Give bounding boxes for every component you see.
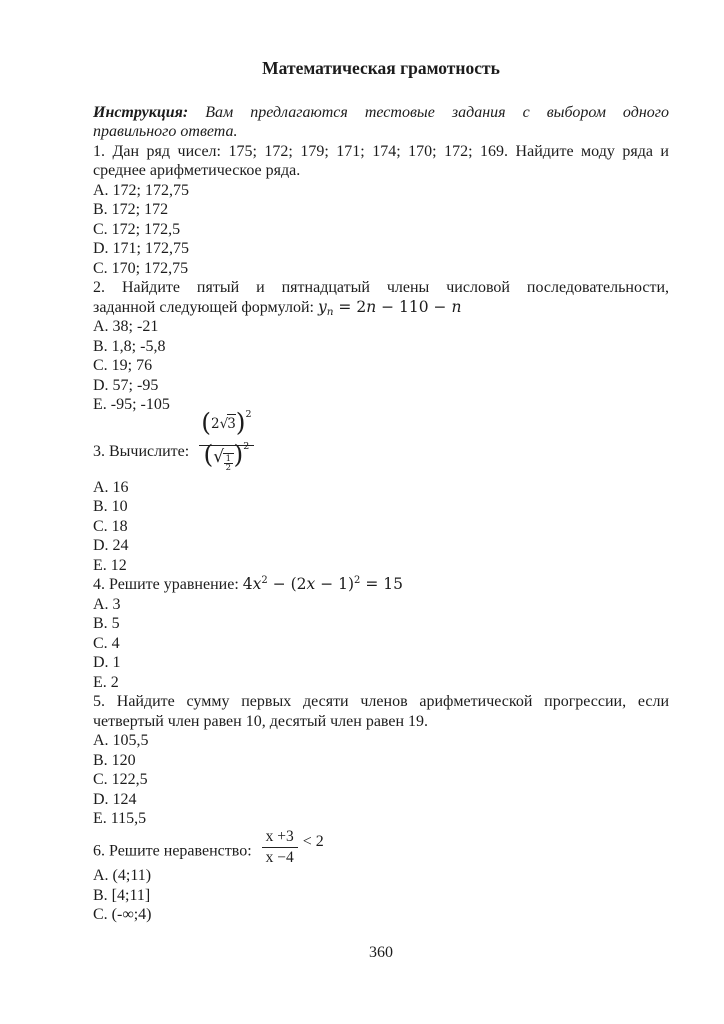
question-5-option-b: B. 120 — [93, 751, 136, 769]
question-4 — [93, 575, 669, 692]
q4-formula-exp2: 2 — [354, 575, 361, 586]
q4-formula — [243, 575, 403, 593]
question-2-option-a: A. 38; -21 — [93, 318, 159, 335]
question-2-stem-line-1: 2. Найдите пятый и пятнадцатый члены числовой последовательности, — [93, 279, 669, 296]
question-1-option-d: D. 171; 172,75 — [93, 240, 189, 257]
q3-formula-denominator — [199, 439, 253, 478]
question-4-option-b: B. 5 — [93, 615, 120, 632]
question-3-stem-line — [93, 407, 669, 478]
q2-formula-variable: y — [317, 297, 327, 316]
q4-formula-x1: x — [252, 575, 262, 593]
q3-num-sqrt-icon: √ — [219, 415, 228, 432]
question-5 — [93, 692, 669, 829]
q4-formula-coeff: 4 — [242, 575, 253, 593]
question-1 — [93, 142, 669, 279]
question-3 — [93, 407, 669, 576]
question-5-option-e: E. 115,5 — [93, 810, 147, 827]
q3-num-coefficient: 2 — [210, 415, 220, 432]
question-3-option-e: E. 12 — [93, 556, 127, 574]
q4-formula-result: = 15 — [360, 575, 403, 593]
page-number: 360 — [369, 944, 393, 961]
question-1-stem-line-1: 1. Дан ряд чисел: 175; 172; 179; 171; 174; 170; 172; 169. Найдите моду ряда и — [93, 142, 669, 160]
question-2-option-c: C. 19; 76 — [93, 357, 153, 374]
instruction-line-1 — [93, 103, 669, 123]
question-6 — [93, 829, 669, 925]
q3-den-sqrt-icon: √ — [213, 446, 224, 467]
q2-formula-equals: = 2 — [333, 297, 367, 316]
q3-num-close-paren: ) — [235, 407, 246, 437]
question-3-option-b: B. 10 — [93, 498, 128, 515]
question-2-option-d: D. 57; -95 — [93, 376, 159, 394]
q2-formula-n1: n — [366, 297, 377, 316]
q3-den-mini-fraction — [223, 453, 233, 474]
question-4-option-d: D. 1 — [93, 654, 121, 671]
q4-formula-x2: x — [306, 575, 316, 593]
question-2 — [93, 278, 669, 415]
question-6-option-a: A. (4;11) — [93, 867, 152, 885]
question-4-option-c: C. 4 — [93, 634, 120, 652]
question-6-stem-line — [93, 829, 669, 867]
question-4-stem-text: 4. Решите уравнение: — [93, 576, 243, 593]
q4-formula-mid1: − (2 — [267, 575, 307, 593]
question-3-option-d: D. 24 — [93, 537, 129, 554]
question-1-option-a: A. 172; 172,75 — [93, 181, 189, 199]
q3-den-exponent: 2 — [243, 440, 250, 452]
q4-formula-mid2: − 1) — [315, 575, 355, 593]
q3-num-exponent: 2 — [245, 408, 252, 420]
q2-formula — [318, 298, 461, 316]
question-5-stem-line-1: 5. Найдите сумму первых десяти членов арифметической прогрессии, если — [93, 693, 669, 710]
question-5-option-c: C. 122,5 — [93, 771, 148, 788]
question-3-stem-text: 3. Вычислите: — [93, 442, 194, 460]
q3-den-open-paren: ( — [203, 439, 214, 469]
q6-fraction-denominator: x −4 — [265, 848, 294, 866]
q4-formula-exp1: 2 — [261, 575, 268, 586]
question-5-option-a: A. 105,5 — [93, 732, 149, 749]
q3-num-radicand: 3 — [227, 415, 236, 432]
question-6-option-b: B. [4;11] — [93, 886, 151, 904]
q2-formula-middle: − 110 − — [376, 297, 452, 316]
question-3-option-a: A. 16 — [93, 478, 129, 496]
question-1-option-c: C. 172; 172,5 — [93, 220, 181, 238]
q6-fraction-numerator: x +3 — [262, 829, 298, 848]
question-6-stem-text: 6. Решите неравенство: — [93, 841, 256, 859]
question-1-option-b: B. 172; 172 — [93, 201, 169, 218]
question-1-stem-line-2: среднее арифметическое ряда. — [93, 162, 301, 179]
question-5-stem-line-2: четвертый член равен 10, десятый член равен 19. — [93, 712, 429, 730]
question-2-stem-line-2-text: заданной следующей формулой: — [93, 298, 318, 316]
document-content — [93, 59, 669, 925]
question-1-option-c2: C. 170; 172,75 — [93, 259, 189, 277]
q3-num-open-paren: ( — [201, 407, 211, 437]
page-title: Математическая грамотность — [262, 58, 500, 78]
q3-den-mini-numerator: 1 — [225, 453, 232, 464]
question-6-option-c: C. (-∞;4) — [93, 906, 152, 924]
q3-den-close-paren: ) — [233, 439, 244, 469]
instruction-line-2: правильного ответа. — [93, 123, 238, 140]
question-4-option-e: E. 2 — [93, 673, 119, 691]
question-5-option-d: D. 124 — [93, 790, 137, 808]
instruction-paragraph — [93, 103, 669, 142]
question-3-option-c: C. 18 — [93, 517, 128, 535]
q2-formula-subscript: n — [326, 305, 334, 318]
question-4-option-a: A. 3 — [93, 595, 121, 613]
question-2-option-b: B. 1,8; -5,8 — [93, 337, 166, 355]
question-2-option-e: E. -95; -105 — [93, 396, 170, 413]
q6-formula-comparison: < 2 — [302, 832, 324, 850]
question-2-stem-line-2 — [93, 298, 669, 318]
q3-formula — [199, 407, 253, 478]
instruction-label: Инструкция: — [93, 103, 189, 121]
q6-formula-fraction — [262, 829, 298, 867]
q3-den-mini-denominator: 2 — [225, 463, 232, 474]
question-4-stem-line — [93, 575, 669, 595]
q2-formula-n2: n — [451, 297, 462, 316]
instruction-line-1-text: Вам предлагаются тестовые задания с выбором одного — [188, 103, 669, 121]
